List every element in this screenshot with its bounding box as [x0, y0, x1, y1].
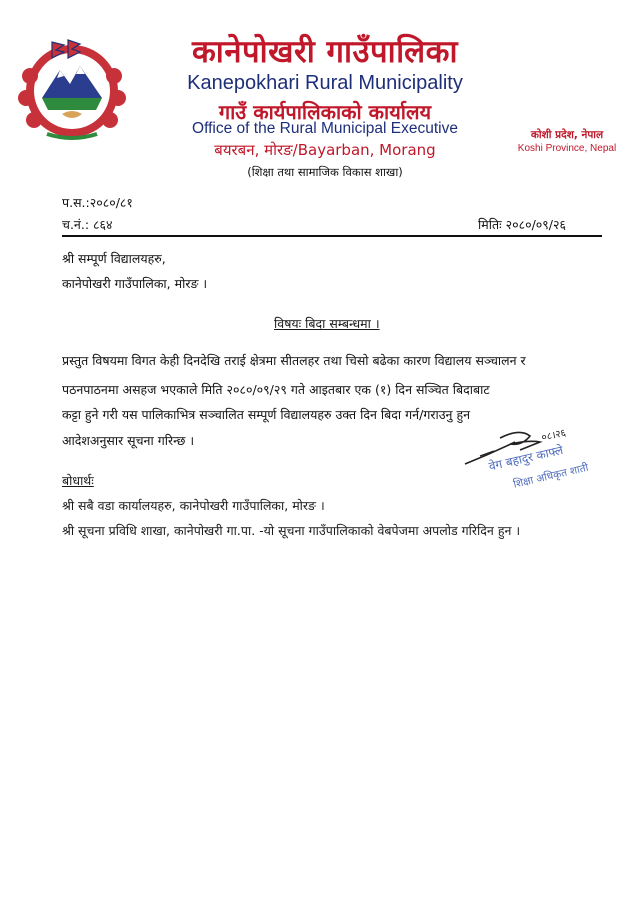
branch-name: (शिक्षा तथा सामाजिक विकास शाखा) [247, 165, 403, 179]
signature-date: ०८।२६ [540, 427, 567, 444]
municipality-title-english: Kanepokhari Rural Municipality [187, 72, 463, 94]
cc-item: श्री सबै वडा कार्यालयहरु, कानेपोखरी गाउँपालिका, मोरङ । [62, 498, 325, 513]
province-english: Koshi Province, Nepal [517, 143, 617, 154]
body-line: कट्टा हुने गरी यस पालिकाभित्र सञ्चालित सम्पूर्ण विद्यालयहरु उक्त दिन बिदा गर्न/गराउनु हुन [62, 407, 471, 422]
letter-date: मितिः २०८०/०९/२६ [478, 217, 566, 232]
cc-item: श्री सूचना प्रविधि शाखा, कानेपोखरी गा.पा. -यो सूचना गाउँपालिकाको वेबपेजमा अपलोड गरिदिन हुन । [62, 523, 521, 538]
nepal-municipal-emblem-icon [12, 36, 132, 146]
office-title-nepali: गाउँ कार्यपालिकाको कार्यालय [218, 100, 432, 124]
province-nepali: कोशी प्रदेश, नेपाल [530, 129, 604, 141]
header-divider [62, 235, 602, 237]
municipality-title-nepali: कानेपोखरी गाउँपालिका [191, 34, 459, 70]
cc-label: बोधार्थः [62, 473, 94, 488]
body-line: प्रस्तुत विषयमा विगत केही दिनदेखि तराई क्षेत्रमा सीतलहर तथा चिसो बढेका कारण विद्यालय सञ्चालन र [62, 353, 526, 368]
recipient-line-1: श्री सम्पूर्ण विद्यालयहरु, [62, 251, 166, 266]
official-stamp-title: शिक्षा अधिकृत शाती [512, 461, 590, 491]
body-line: आदेशअनुसार सूचना गरिन्छ । [62, 433, 195, 448]
letter-reference-number: प.स.:२०८०/८१ [62, 195, 133, 210]
body-line: पठनपाठनमा असहज भएकाले मिति २०८०/०९/२९ गते आइतबार एक (१) दिन सञ्चित बिदाबाट [62, 382, 490, 397]
office-address: बयरबन, मोरङ/Bayarban, Morang [214, 141, 436, 159]
official-stamp-name: वेग बहादुर काफ्ले [487, 442, 565, 474]
recipient-line-2: कानेपोखरी गाउँपालिका, मोरङ । [62, 276, 208, 291]
office-title-english: Office of the Rural Municipal Executive [192, 120, 458, 137]
dispatch-number: च.नं.: ८६४ [62, 217, 113, 232]
letter-subject: विषयः बिदा सम्बन्धमा । [274, 316, 380, 331]
